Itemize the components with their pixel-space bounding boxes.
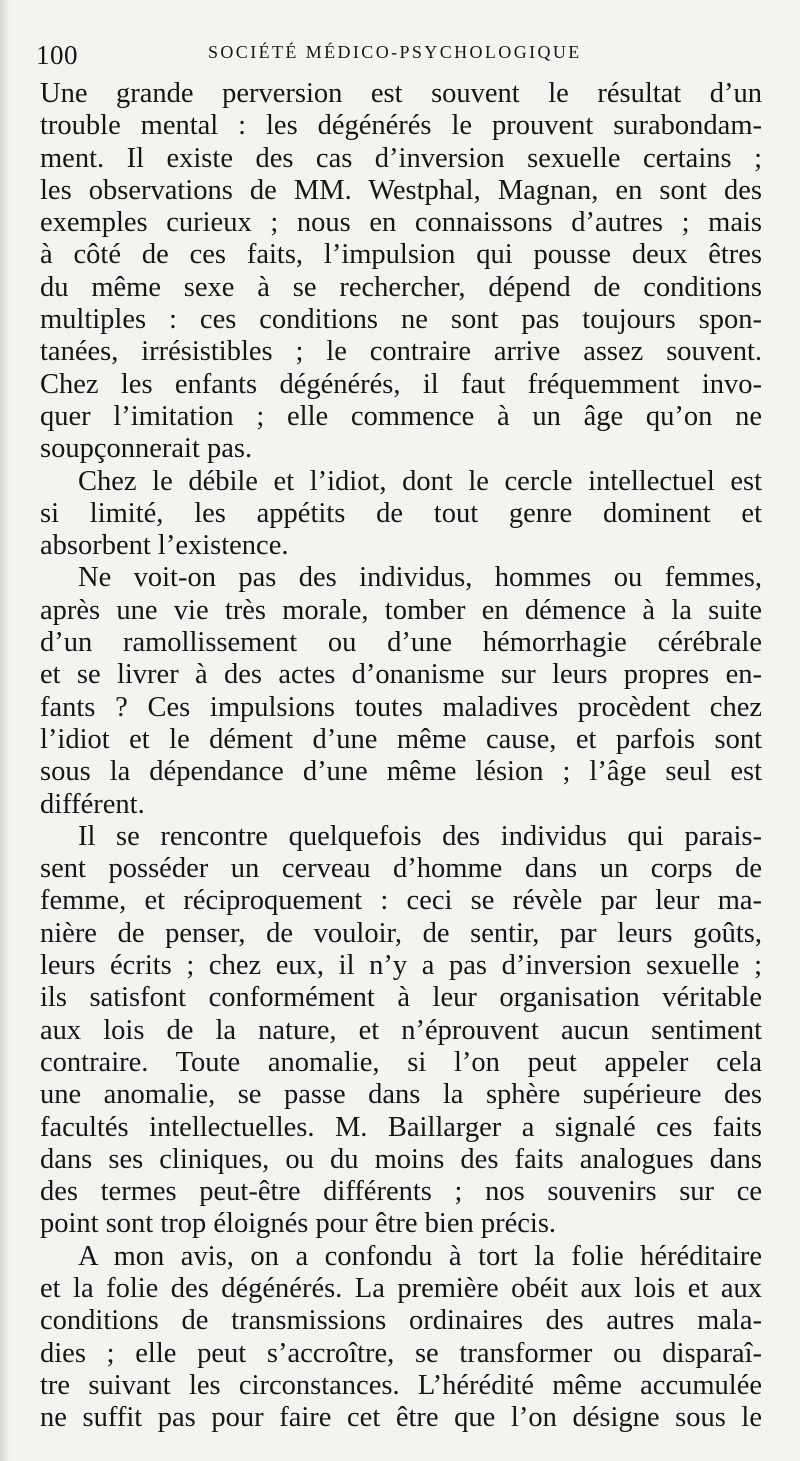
text-line: Chez les enfants dégénérés, il faut fréquemment invo- xyxy=(40,368,762,400)
text-line: Il se rencontre quelquefois des individus qui parais- xyxy=(78,820,762,852)
text-line: ils satisfont conformément à leur organisation véritable xyxy=(40,982,762,1014)
text-line: l’idiot et le dément d’une même cause, et parfois sont xyxy=(40,723,762,755)
text-line: contraire. Toute anomalie, si l’on peut appeler cela xyxy=(40,1046,762,1078)
text-line: et la folie des dégénérés. La première obéit aux lois et aux xyxy=(40,1272,762,1304)
text-line: leurs écrits ; chez eux, il n’y a pas d’inversion sexuelle ; xyxy=(40,950,762,982)
text-line: si limité, les appétits de tout genre dominent et xyxy=(40,497,762,529)
text-line: facultés intellectuelles. M. Baillarger a signalé ces faits xyxy=(40,1111,762,1143)
body-text xyxy=(40,78,762,1434)
text-line: sous la dépendance d’une même lésion ; l’âge seul est xyxy=(40,756,762,788)
page-header xyxy=(36,34,766,74)
text-line: nière de penser, de vouloir, de sentir, par leurs goûts, xyxy=(40,917,762,949)
text-line: trouble mental : les dégénérés le prouvent surabondam- xyxy=(40,110,762,142)
page-number: 100 xyxy=(36,40,78,70)
text-line: tre suivant les circonstances. L’hérédité même accumulée xyxy=(40,1369,762,1401)
text-line: conditions de transmissions ordinaires des autres mala- xyxy=(40,1305,762,1337)
running-head: SOCIÉTÉ MÉDICO-PSYCHOLOGIQUE xyxy=(208,42,582,62)
text-line: Chez le débile et l’idiot, dont le cercle intellectuel est xyxy=(78,465,762,497)
text-line: d’un ramollissement ou d’une hémorrhagie cérébrale xyxy=(40,627,762,659)
text-line: dies ; elle peut s’accroître, se transformer ou disparaî- xyxy=(40,1337,762,1369)
text-line: point sont trop éloignés pour être bien précis. xyxy=(40,1208,557,1240)
text-line: fants ? Ces impulsions toutes maladives procèdent chez xyxy=(40,691,762,723)
text-line: Une grande perversion est souvent le résultat d’un xyxy=(40,78,762,109)
text-line: A mon avis, on a confondu à tort la folie héréditaire xyxy=(78,1240,762,1272)
text-line: tanées, irrésistibles ; le contraire arrive assez souvent. xyxy=(40,336,762,368)
text-line: des termes peut-être différents ; nos souvenirs sur ce xyxy=(40,1176,762,1208)
text-line: quer l’imitation ; elle commence à un âge qu’on ne xyxy=(40,400,762,432)
text-line: soupçonnerait pas. xyxy=(40,433,253,465)
text-line: différent. xyxy=(40,788,145,820)
text-line: Ne voit-on pas des individus, hommes ou femmes, xyxy=(78,562,762,594)
text-line: femme, et réciproquement : ceci se révèle par leur ma- xyxy=(40,885,762,917)
text-line: une anomalie, se passe dans la sphère supérieure des xyxy=(40,1079,762,1111)
text-line: aux lois de la nature, et n’éprouvent aucun sentiment xyxy=(40,1014,762,1046)
text-line: à côté de ces faits, l’impulsion qui pousse deux êtres xyxy=(40,239,762,271)
text-line: les observations de MM. Westphal, Magnan, en sont des xyxy=(40,174,762,206)
text-line: ne suffit pas pour faire cet être que l’on désigne sous le xyxy=(40,1402,762,1434)
text-line: absorbent l’existence. xyxy=(40,530,289,562)
text-line: sent posséder un cerveau d’homme dans un corps de xyxy=(40,853,762,885)
text-line: multiples : ces conditions ne sont pas toujours spon- xyxy=(40,304,762,336)
text-line: dans ses cliniques, ou du moins des faits analogues dans xyxy=(40,1143,762,1175)
text-line: du même sexe à se rechercher, dépend de conditions xyxy=(40,271,762,303)
text-line: après une vie très morale, tomber en démence à la suite xyxy=(40,594,762,626)
text-line: ment. Il existe des cas d’inversion sexuelle certains ; xyxy=(40,142,762,174)
text-line: exemples curieux ; nous en connaissons d’autres ; mais xyxy=(40,207,762,239)
text-line: et se livrer à des actes d’onanisme sur leurs propres en- xyxy=(40,659,762,691)
